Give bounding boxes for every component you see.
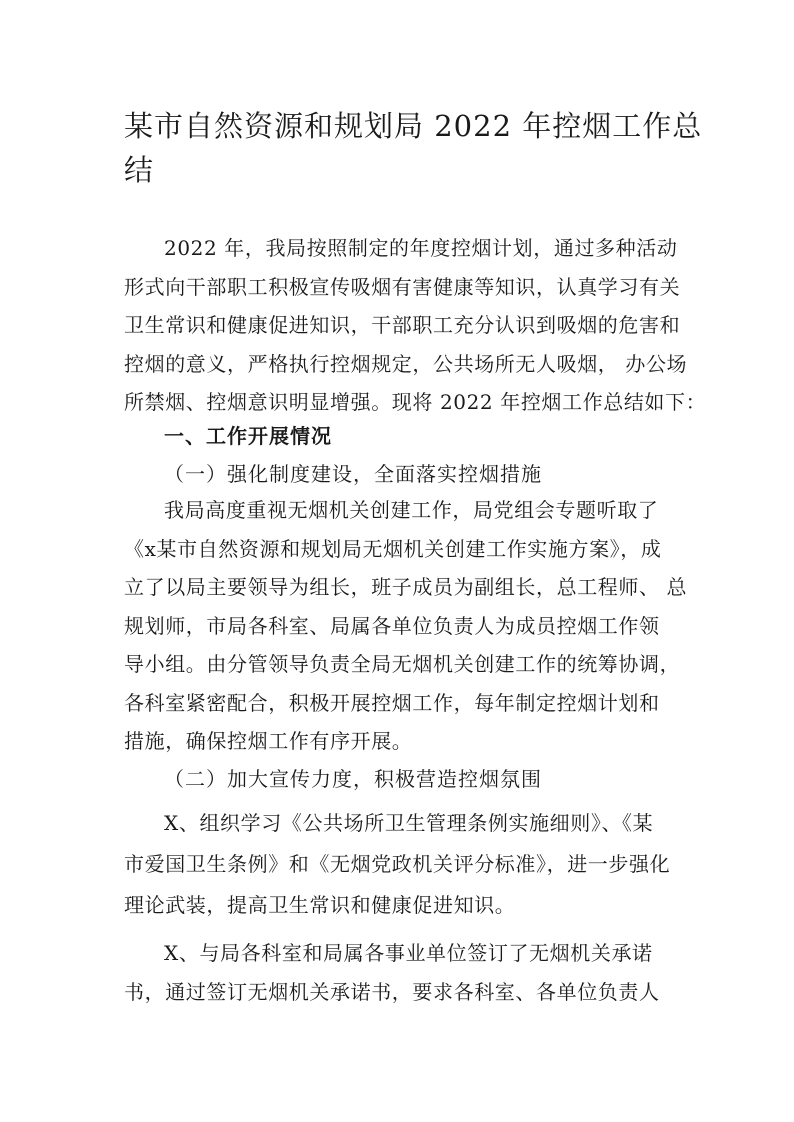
paragraph-line: X、组织学习《公共场所卫生管理条例实施细则》、《某 (164, 811, 654, 835)
section-heading: 一、工作开展情况 (164, 424, 332, 448)
paragraph-line: 控烟的意义，严格执行控烟规定，公共场所无人吸烟， 办公场 (124, 351, 688, 376)
paragraph-line: 2022 年，我局按照制定的年度控烟计划，通过多种活动 (164, 236, 678, 260)
paragraph-line: X、与局各科室和局属各事业单位签订了无烟机关承诺 (164, 941, 653, 965)
paragraph-line: 理论武装，提高卫生常识和健康促进知识。 (124, 893, 516, 917)
paragraph-line: 形式向干部职工积极宣传吸烟有害健康等知识，认真学习有关 (124, 274, 681, 299)
item1-paragraph (124, 803, 684, 926)
title-line: 某市自然资源和规划局 2022 年控烟工作总 (124, 109, 703, 143)
paragraph-line: 立了以局主要领导为组长，班子成员为副组长，总工程师、 总 (124, 575, 688, 599)
paragraph-line: 导小组。由分管领导负责全局无烟机关创建工作的统筹协调， (124, 652, 681, 676)
paragraph-line: 书，通过签订无烟机关承诺书，要求各科室、各单位负责人 (124, 979, 660, 1004)
intro-paragraph (124, 229, 707, 422)
paragraph-line: 卫生常识和健康促进知识，干部职工充分认识到吸烟的危害和 (124, 313, 681, 337)
paragraph-line: 各科室紧密配合，积极开展控烟工作，每年制定控烟计划和 (124, 690, 660, 715)
paragraph-line: 措施，确保控烟工作有序开展。 (124, 729, 413, 753)
subsection-heading: （二）加大宣传力度，积极营造控烟氛围 (164, 767, 542, 791)
paragraph-line: 规划师，市局各科室、局属各单位负责人为成员控烟工作领 (124, 613, 660, 638)
paragraph-line: 市爱国卫生条例》和《无烟党政机关评分标准》，进一步强化 (124, 852, 671, 876)
subsection-heading: （一）强化制度建设，全面落实控烟措施 (164, 462, 542, 486)
paragraph-line: 我局高度重视无烟机关创建工作，局党组会专题听取了 (164, 498, 659, 522)
item2-paragraph (124, 934, 684, 1011)
paragraph-line: 《x某市自然资源和规划局无烟机关创建工作实施方案》，成 (124, 536, 662, 561)
subsection1-paragraph (124, 491, 688, 761)
document-title (124, 104, 703, 192)
title-line: 结 (124, 153, 155, 187)
paragraph-line: 所禁烟、控烟意识明显增强。现将 2022 年控烟工作总结如下： (124, 390, 707, 414)
